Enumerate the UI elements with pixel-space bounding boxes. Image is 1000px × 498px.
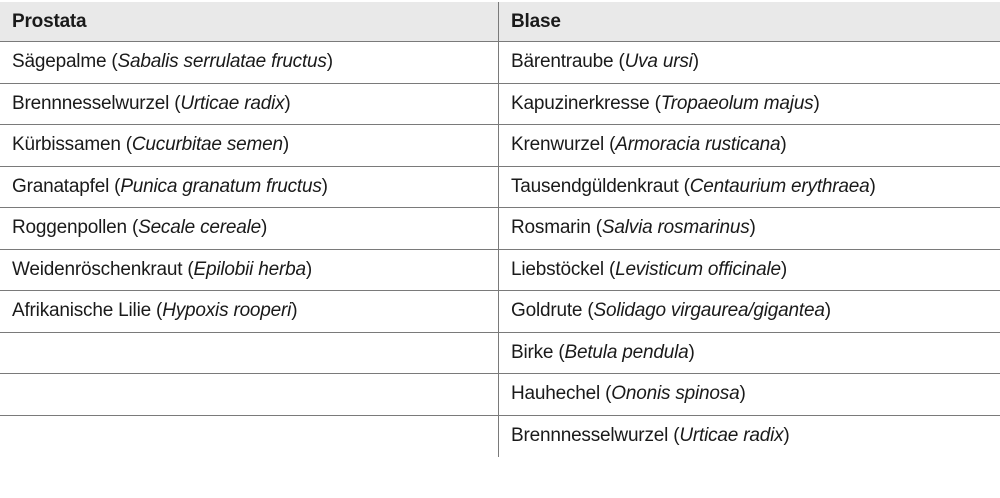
herb-latin-name: Secale cereale bbox=[138, 217, 261, 239]
table-row bbox=[0, 291, 1000, 333]
close-paren: ) bbox=[284, 92, 291, 114]
blase-cell bbox=[499, 250, 1000, 291]
open-paren: ( bbox=[182, 258, 194, 280]
open-paren: ( bbox=[553, 341, 565, 363]
open-paren: ( bbox=[649, 92, 661, 114]
open-paren: ( bbox=[590, 217, 602, 239]
herb-latin-name: Ononis spinosa bbox=[611, 383, 740, 405]
table-row bbox=[0, 84, 1000, 126]
prostata-cell bbox=[0, 291, 499, 332]
herb-latin-name: Hypoxis rooperi bbox=[162, 300, 292, 322]
herb-latin-name: Uva ursi bbox=[624, 51, 693, 73]
herb-name: Granatapfel bbox=[12, 175, 110, 197]
herb-name: Hauhechel bbox=[511, 383, 601, 405]
close-paren: ) bbox=[326, 51, 333, 73]
herb-latin-name: Punica granatum fructus bbox=[120, 175, 322, 197]
blase-cell bbox=[499, 333, 1000, 374]
table-row bbox=[0, 333, 1000, 375]
table-row bbox=[0, 374, 1000, 416]
herb-latin-name: Urticae radix bbox=[180, 92, 285, 114]
blase-cell bbox=[499, 291, 1000, 332]
prostata-cell bbox=[0, 333, 499, 374]
close-paren: ) bbox=[869, 175, 876, 197]
herb-latin-name: Tropaeolum majus bbox=[660, 92, 814, 114]
close-paren: ) bbox=[305, 258, 313, 280]
close-paren: ) bbox=[282, 134, 290, 156]
open-paren: ( bbox=[120, 134, 132, 156]
blase-cell bbox=[499, 208, 1000, 249]
herb-latin-name: Solidago virgaurea/gigantea bbox=[593, 300, 825, 322]
herb-latin-name: Sabalis serrulatae fructus bbox=[117, 51, 327, 73]
prostata-cell bbox=[0, 416, 499, 458]
herb-latin-name: Armoracia rusticana bbox=[615, 134, 781, 156]
table-row bbox=[0, 42, 1000, 84]
open-paren: ( bbox=[603, 258, 616, 280]
herb-latin-name: Salvia rosmarinus bbox=[601, 217, 750, 239]
herb-name: Brennnesselwurzel bbox=[511, 425, 669, 447]
close-paren: ) bbox=[291, 300, 298, 322]
blase-cell bbox=[499, 125, 1000, 166]
table-header-row bbox=[0, 2, 1000, 42]
blase-cell bbox=[499, 42, 1000, 83]
herb-name: Afrikanische Lilie bbox=[12, 300, 151, 322]
herb-name: Roggenpollen bbox=[12, 217, 127, 239]
herb-name: Sägepalme bbox=[12, 51, 107, 73]
prostata-cell bbox=[0, 167, 499, 208]
prostata-cell bbox=[0, 374, 499, 415]
prostata-cell bbox=[0, 84, 499, 125]
open-paren: ( bbox=[582, 300, 594, 322]
blase-cell bbox=[499, 416, 1000, 458]
open-paren: ( bbox=[604, 134, 616, 156]
herb-name: Rosmarin bbox=[511, 217, 591, 239]
close-paren: ) bbox=[692, 51, 699, 73]
herb-name: Tausendgüldenkraut bbox=[511, 175, 679, 197]
open-paren: ( bbox=[109, 175, 121, 197]
blase-cell bbox=[499, 374, 1000, 415]
close-paren: ) bbox=[780, 134, 787, 156]
herb-name: Kapuzinerkresse bbox=[511, 92, 650, 114]
herb-name: Bärentraube bbox=[511, 51, 614, 73]
open-paren: ( bbox=[678, 175, 690, 197]
close-paren: ) bbox=[824, 300, 831, 322]
close-paren: ) bbox=[321, 175, 328, 197]
close-paren: ) bbox=[780, 258, 788, 280]
table-body bbox=[0, 42, 1000, 457]
herb-latin-name: Betula pendula bbox=[564, 341, 689, 363]
herb-table bbox=[0, 2, 1000, 457]
herb-latin-name: Levisticum officinale bbox=[615, 258, 781, 280]
close-paren: ) bbox=[260, 217, 268, 239]
close-paren: ) bbox=[749, 217, 756, 239]
herb-latin-name: Urticae radix bbox=[679, 425, 784, 447]
herb-latin-name: Centaurium erythraea bbox=[689, 175, 870, 197]
prostata-cell bbox=[0, 125, 499, 166]
open-paren: ( bbox=[169, 92, 181, 114]
header-prostata: Prostata bbox=[0, 2, 499, 41]
header-blase: Blase bbox=[511, 10, 561, 32]
prostata-cell bbox=[0, 42, 499, 83]
open-paren: ( bbox=[668, 425, 680, 447]
table-row bbox=[0, 167, 1000, 209]
herb-name: Liebstöckel bbox=[511, 258, 604, 280]
open-paren: ( bbox=[106, 51, 118, 73]
herb-name: Birke bbox=[511, 341, 554, 363]
close-paren: ) bbox=[739, 383, 746, 405]
close-paren: ) bbox=[688, 341, 695, 363]
table-row bbox=[0, 208, 1000, 250]
herb-name: Weidenröschenkraut bbox=[12, 258, 183, 280]
open-paren: ( bbox=[126, 217, 139, 239]
open-paren: ( bbox=[613, 51, 625, 73]
close-paren: ) bbox=[783, 425, 790, 447]
herb-latin-name: Cucurbitae semen bbox=[131, 134, 283, 156]
herb-name: Kürbissamen bbox=[12, 134, 121, 156]
table-row bbox=[0, 125, 1000, 167]
prostata-cell bbox=[0, 250, 499, 291]
close-paren: ) bbox=[813, 92, 820, 114]
herb-name: Goldrute bbox=[511, 300, 583, 322]
blase-cell bbox=[499, 167, 1000, 208]
prostata-cell bbox=[0, 208, 499, 249]
herb-name: Brennnesselwurzel bbox=[12, 92, 170, 114]
table-row bbox=[0, 416, 1000, 458]
table-row bbox=[0, 250, 1000, 292]
blase-cell bbox=[499, 84, 1000, 125]
open-paren: ( bbox=[600, 383, 612, 405]
herb-latin-name: Epilobii herba bbox=[193, 258, 306, 280]
open-paren: ( bbox=[150, 300, 163, 322]
herb-name: Krenwurzel bbox=[511, 134, 605, 156]
